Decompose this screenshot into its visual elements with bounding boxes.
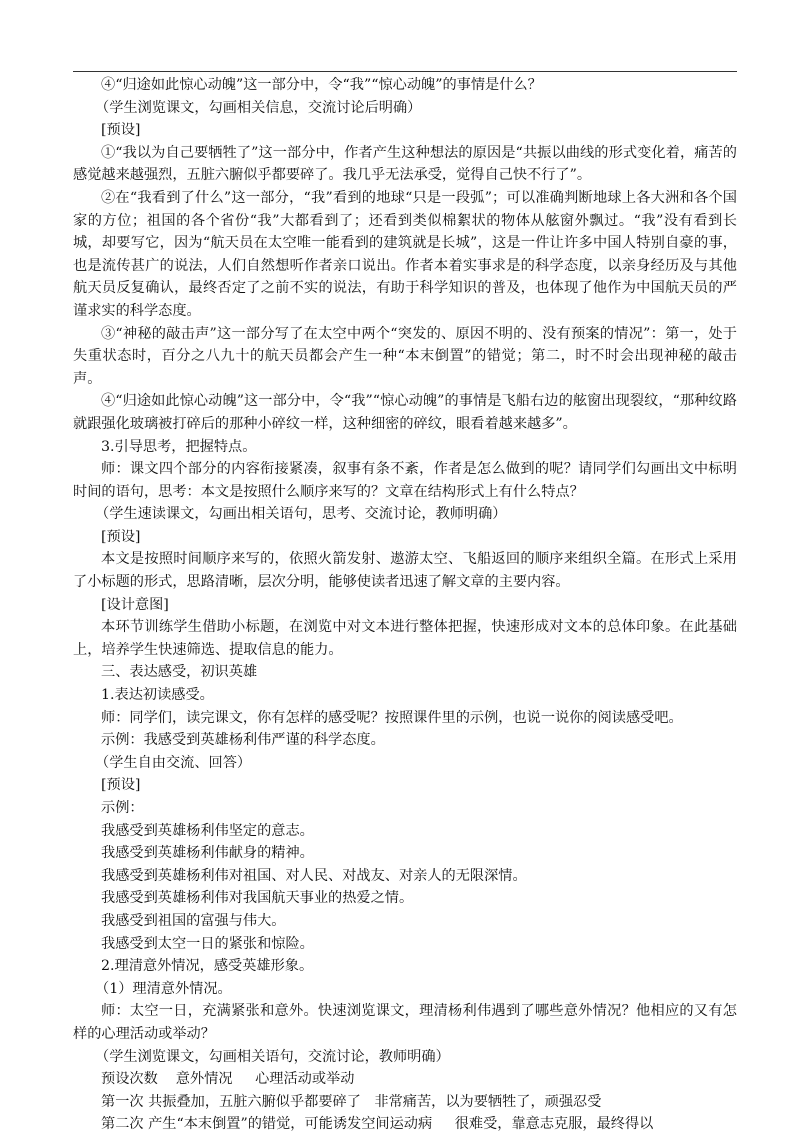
paragraph: ②在“我看到了什么”这一部分，“我”看到的地球“只是一段弧”；可以准确判断地球上各大洲和各个国家的方位；祖国的各个省份“我”大都看到了；还看到类似棉絮状的物体从舷窗外飘过。“我”没有看到长城，却要写它，因为“航天员在太空唯一能看到的建筑就是长城”，这是一件让许多中国人特别自豪的事，也是流传甚广的说法，人们自然想听作者亲口说出。作者本着实事求是的科学态度，以亲身经历及与其他航天员反复确认，最终否定了之前不实的说法，有助于科学知识的普及，也体现了他作为中国航天员的严谨求实的科学态度。 — [73, 189, 737, 319]
paragraph: （学生浏览课文，勾画相关语句，交流讨论，教师明确） — [95, 1048, 450, 1065]
paragraph: （学生速读课文，勾画出相关语句，思考、交流讨论，教师明确） — [95, 506, 507, 523]
paragraph: 师：课文四个部分的内容衔接紧凑，叙事有条不紊，作者是怎么做到的呢？请同学们勾画出文中标明时间的语句，思考：本文是按照什么顺序来写的？文章在结构形式上有什么特点？ — [73, 461, 737, 500]
paragraph: ④“归途如此惊心动魄”这一部分中，令“我”“惊心动魄”的事情是什么？ — [101, 77, 542, 93]
paragraph: ①“我以为自己要牺牲了”这一部分中，作者产生这种想法的原因是“共振以曲线的形式变化着，痛苦的感觉越来越强烈，五脏六腑似乎都要碎了。我几乎无法承受，觉得自己快不行了”。 — [73, 144, 737, 184]
paragraph: 3.引导思考，把握特点。 — [101, 438, 257, 455]
paragraph: （学生浏览课文，勾画相关信息，交流讨论后明确） — [95, 99, 422, 116]
paragraph: [设计意图] — [101, 596, 169, 613]
paragraph: ③“神秘的敲击声”这一部分写了在太空中两个“突发的、原因不明的、没有预案的情况”：第一，处于失重状态时，百分之八九十的航天员都会产生一种“本末倒置”的错觉；第二，时不时会出现神秘的敲击声。 — [73, 325, 737, 387]
paragraph: 师：同学们，读完课文，你有怎样的感受呢？按照课件里的示例，也说一说你的阅读感受吧。 — [101, 709, 683, 726]
paragraph: 示例： — [101, 800, 144, 816]
paragraph: 2.理清意外情况，感受英雄形象。 — [101, 958, 314, 975]
paragraph: 第一次 共振叠加，五脏六腑似乎都要碎了 非常痛苦，以为要牺牲了，顽强忍受 — [101, 1093, 602, 1110]
paragraph: 我感受到祖国的富强与伟大。 — [101, 912, 286, 929]
paragraph: 本文是按照时间顺序来写的，依照火箭发射、遨游太空、飞船返回的顺序来组织全篇。在形式上采用了小标题的形式，思路清晰，层次分明，能够使读者迅速了解文章的主要内容。 — [73, 551, 737, 591]
paragraph: 我感受到英雄杨利伟对我国航天事业的热爱之情。 — [101, 890, 414, 907]
paragraph: ④“归途如此惊心动魄”这一部分中，令“我”“惊心动魄”的事情是飞船右边的舷窗出现裂纹，“那种纹路就跟强化玻璃被打碎后的那种小碎纹一样，这种细密的碎纹，眼看着越来越多”。 — [73, 393, 737, 432]
paragraph: 示例：我感受到英雄杨利伟严谨的科学态度。 — [101, 732, 385, 749]
paragraph: 我感受到英雄杨利伟坚定的意志。 — [101, 822, 314, 839]
paragraph: [预设] — [101, 528, 141, 545]
paragraph: （1）理清意外情况。 — [95, 980, 232, 997]
paragraph: 三、表达感受，初识英雄 — [101, 664, 258, 681]
paragraph: 我感受到英雄杨利伟对祖国、对人民、对战友、对亲人的无限深情。 — [101, 867, 527, 884]
paragraph: 1.表达初读感受。 — [101, 687, 214, 704]
paragraph: 师：太空一日，充满紧张和意外。快速浏览课文，理清杨利伟遇到了哪些意外情况？他相应的又有怎样的心理活动或举动？ — [73, 1003, 737, 1042]
header-rule — [73, 71, 737, 72]
paragraph: 我感受到英雄杨利伟献身的精神。 — [101, 845, 314, 862]
paragraph: 预设次数 意外情况 心理活动或举动 — [101, 1071, 355, 1088]
paragraph: 第二次 产生“本末倒置”的错觉，可能诱发空间运动病 很难受，靠意志克服，最终得以 — [101, 1116, 654, 1133]
paragraph: [预设] — [101, 122, 141, 139]
paragraph: [预设] — [101, 777, 141, 794]
paragraph: 本环节训练学生借助小标题，在浏览中对文本进行整体把握，快速形成对文本的总体印象。在此基础上，培养学生快速筛选、提取信息的能力。 — [73, 619, 737, 658]
paragraph: （学生自由交流、回答） — [95, 754, 252, 771]
paragraph: 我感受到太空一日的紧张和惊险。 — [101, 935, 314, 952]
document-body — [73, 74, 737, 1136]
